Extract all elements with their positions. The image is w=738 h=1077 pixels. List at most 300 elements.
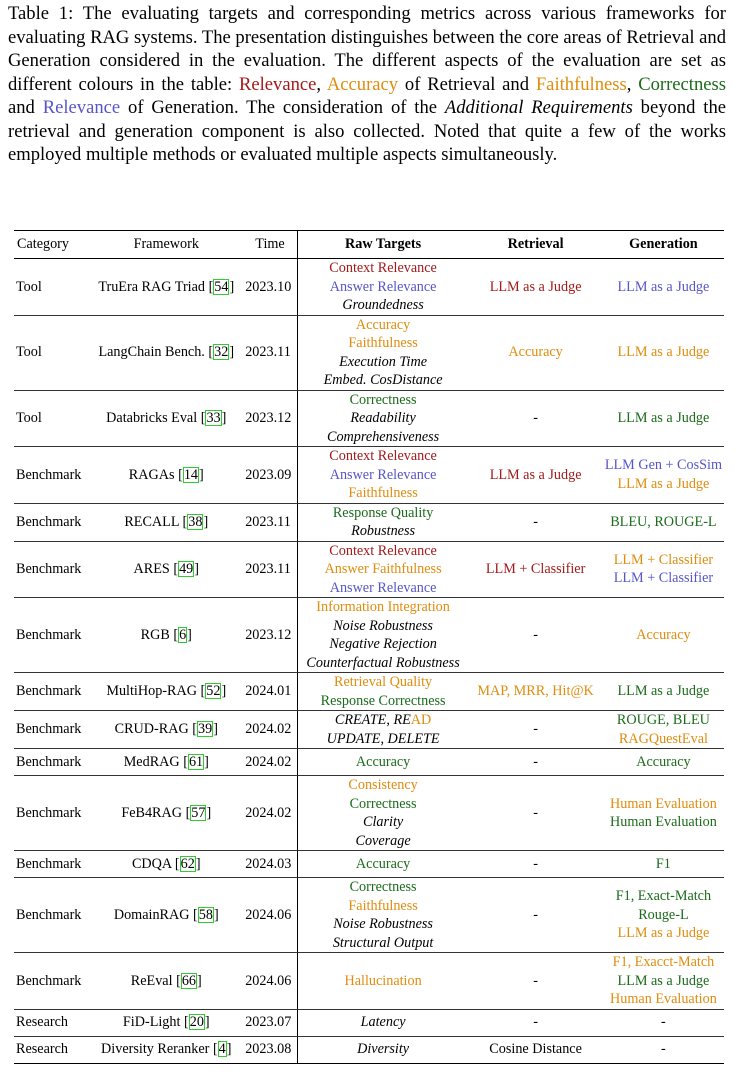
- retrieval-metric-line: [470, 466, 600, 485]
- generation-metric-text: -: [661, 1014, 666, 1031]
- raw-target-line: [300, 353, 467, 372]
- retrieval-cell: [468, 673, 602, 711]
- time-cell: 2024.06: [243, 878, 297, 953]
- retrieval-metric-text: Cosine Distance: [489, 1041, 582, 1058]
- raw-targets-cell: [297, 711, 468, 749]
- category-cell: Benchmark: [14, 878, 89, 953]
- raw-target-text: Retrieval Quality: [334, 674, 433, 690]
- retrieval-metric-line: [470, 513, 600, 532]
- retrieval-metric-line: [470, 753, 600, 772]
- generation-cell: [603, 711, 724, 749]
- retrieval-cell: [468, 776, 602, 851]
- citation-link: 66: [181, 972, 197, 989]
- generation-metric-line: [605, 953, 722, 972]
- raw-target-text: ,: [380, 730, 388, 747]
- raw-target-text: Answer Relevance: [329, 278, 437, 295]
- time-cell: 2023.12: [243, 390, 297, 447]
- citation-link: 14: [183, 466, 198, 483]
- generation-metric-text: Human Evaluation: [610, 991, 717, 1007]
- generation-metric-text: LLM as a Judge: [617, 925, 710, 942]
- raw-target-line: [300, 934, 467, 953]
- retrieval-metric-line: [470, 409, 600, 428]
- generation-metric-line: [605, 887, 722, 906]
- citation-link: 20: [189, 1014, 204, 1031]
- generation-metric-text: LLM + Classifier: [613, 570, 714, 587]
- retrieval-metric-text: LLM + Classifier: [485, 561, 586, 577]
- citation-link: 49: [179, 561, 194, 577]
- generation-cell: [603, 315, 724, 390]
- caption-separator: ,: [316, 73, 327, 95]
- category-cell: Research: [14, 1009, 89, 1036]
- evaluation-frameworks-table: [14, 230, 724, 1064]
- raw-target-line: [300, 371, 467, 390]
- table-row: [14, 541, 724, 598]
- retrieval-metric-text: LLM as a Judge: [489, 278, 582, 295]
- generation-cell: [603, 541, 724, 598]
- raw-target-text: Correctness: [349, 879, 417, 895]
- raw-target-line: [300, 878, 467, 897]
- table-body: [14, 259, 724, 1064]
- table-row: [14, 1009, 724, 1036]
- raw-target-line: [300, 296, 467, 315]
- generation-metric-line: [605, 513, 722, 532]
- citation-link: 57: [191, 804, 206, 821]
- category-cell: Benchmark: [14, 447, 89, 504]
- retrieval-metric-line: [470, 1013, 600, 1032]
- raw-targets-cell: [297, 541, 468, 598]
- raw-target-line: [300, 617, 467, 636]
- raw-target-text: Accuracy: [355, 855, 411, 872]
- raw-target-line: [300, 484, 467, 503]
- raw-target-text: Noise Robustness: [333, 916, 433, 932]
- raw-target-text: Faithfulness: [348, 897, 418, 914]
- table-caption: [8, 2, 726, 167]
- time-cell: 2024.01: [243, 673, 297, 711]
- raw-target-line: [300, 504, 467, 523]
- generation-metric-line: [605, 682, 722, 701]
- caption-text: of Generation. The consideration of the: [120, 97, 445, 118]
- framework-cell: CDQA [62]: [89, 851, 243, 878]
- raw-targets-cell: [297, 1036, 468, 1063]
- table-row: [14, 598, 724, 673]
- retrieval-metric-line: [470, 720, 600, 739]
- citation-link: 52: [206, 683, 221, 700]
- raw-target-text: Correctness: [349, 391, 417, 408]
- raw-target-text: Readability: [350, 410, 416, 426]
- generation-metric-text: BLEU, ROUGE-L: [610, 513, 717, 530]
- raw-target-line: [300, 730, 467, 749]
- framework-cell: Diversity Reranker [4]: [89, 1036, 243, 1063]
- framework-name: FiD-Light: [122, 1014, 181, 1031]
- framework-name: ARES: [133, 561, 170, 577]
- raw-target-text: Context Relevance: [329, 448, 437, 464]
- framework-name: TruEra RAG Triad: [98, 278, 206, 295]
- raw-target-line: [300, 522, 467, 541]
- table-row: [14, 953, 724, 1010]
- generation-metric-line: [605, 924, 722, 943]
- header-framework: Framework: [89, 231, 243, 259]
- raw-targets-cell: [297, 447, 468, 504]
- retrieval-cell: [468, 259, 602, 316]
- generation-metric-text: Accuracy: [636, 626, 691, 643]
- generation-metric-line: [605, 972, 722, 991]
- framework-name: CDQA: [131, 855, 172, 872]
- table-row: [14, 259, 724, 316]
- retrieval-metric-text: LLM as a Judge: [489, 466, 582, 483]
- framework-cell: DomainRAG [58]: [89, 878, 243, 953]
- retrieval-metric-text: -: [533, 753, 538, 770]
- retrieval-metric-text: MAP, MRR, Hit@K: [477, 683, 594, 700]
- raw-target-line: [300, 409, 467, 428]
- generation-cell: [603, 1009, 724, 1036]
- raw-target-text: Noise Robustness: [333, 617, 433, 634]
- time-cell: 2024.06: [243, 953, 297, 1010]
- raw-target-text: Groundedness: [342, 297, 424, 313]
- generation-metric-text: Human Evaluation: [610, 795, 717, 812]
- generation-cell: [603, 1036, 724, 1063]
- retrieval-metric-text: Accuracy: [508, 344, 563, 361]
- framework-name: MultiHop-RAG: [106, 683, 197, 700]
- framework-name: Diversity Reranker: [101, 1041, 210, 1058]
- raw-targets-cell: [297, 749, 468, 776]
- generation-cell: [603, 878, 724, 953]
- raw-target-line: [300, 813, 467, 832]
- generation-metric-line: [605, 730, 722, 749]
- generation-cell: [603, 749, 724, 776]
- framework-name: FeB4RAG: [121, 804, 183, 821]
- raw-targets-cell: [297, 776, 468, 851]
- header-raw-targets: Raw Targets: [297, 231, 468, 259]
- raw-target-line: [300, 466, 467, 485]
- table-row: [14, 447, 724, 504]
- caption-text: Table 1: The evaluating targets and corresponding metrics across various frameworks for evaluating RAG systems. The presentation distinguishes between the core areas of Retrieval and Generation considered in the evaluation. The different aspects of the evaluation are set as different colours in the table:: [8, 3, 726, 95]
- header-generation: Generation: [603, 231, 724, 259]
- raw-target-line: [300, 316, 467, 335]
- raw-target-text: CREATE: [334, 712, 387, 728]
- framework-name: CRUD-RAG: [114, 721, 189, 738]
- citation-link: 4: [218, 1041, 226, 1058]
- retrieval-metric-text: -: [533, 721, 538, 738]
- generation-metric-line: [605, 753, 722, 772]
- time-cell: 2023.10: [243, 259, 297, 316]
- retrieval-metric-text: -: [533, 906, 538, 923]
- raw-target-text: Accuracy: [355, 753, 411, 770]
- category-cell: Tool: [14, 390, 89, 447]
- raw-target-text: Clarity: [362, 814, 404, 830]
- generation-metric-text: LLM as a Judge: [617, 344, 710, 361]
- raw-target-text: Consistency: [348, 777, 418, 793]
- time-cell: 2023.11: [243, 315, 297, 390]
- generation-cell: [603, 503, 724, 541]
- retrieval-metric-line: [470, 906, 600, 925]
- header-category: Category: [14, 231, 89, 259]
- framework-cell: MultiHop-RAG [52]: [89, 673, 243, 711]
- framework-cell: FeB4RAG [57]: [89, 776, 243, 851]
- raw-target-line: [300, 1013, 467, 1032]
- raw-target-text: Hallucination: [344, 972, 422, 989]
- caption-separator: ,: [626, 73, 639, 95]
- header-retrieval: Retrieval: [468, 231, 602, 259]
- retrieval-metric-text: -: [533, 1014, 538, 1031]
- generation-metric-line: [605, 855, 722, 874]
- category-cell: Benchmark: [14, 541, 89, 598]
- retrieval-cell: [468, 1036, 602, 1063]
- retrieval-metric-line: [470, 972, 600, 991]
- raw-target-text: Faithfulness: [348, 485, 418, 501]
- framework-cell: MedRAG [61]: [89, 749, 243, 776]
- time-cell: 2023.11: [243, 503, 297, 541]
- framework-cell: ARES [49]: [89, 541, 243, 598]
- citation-link: 32: [214, 344, 229, 361]
- category-cell: Research: [14, 1036, 89, 1063]
- retrieval-metric-text: -: [533, 855, 538, 872]
- caption-relevance-generation: Relevance: [42, 97, 121, 118]
- generation-metric-text: LLM Gen + CosSim: [604, 457, 722, 474]
- generation-metric-line: [605, 456, 722, 475]
- raw-target-line: [300, 579, 467, 598]
- generation-metric-line: [605, 551, 722, 570]
- retrieval-metric-line: [470, 1040, 600, 1059]
- retrieval-metric-line: [470, 626, 600, 645]
- raw-target-line: [300, 560, 467, 579]
- generation-metric-text: Human Evaluation: [610, 814, 717, 830]
- raw-target-line: [300, 673, 467, 692]
- time-cell: 2024.02: [243, 711, 297, 749]
- retrieval-cell: [468, 878, 602, 953]
- table-row: [14, 503, 724, 541]
- raw-target-text: Execution Time: [339, 353, 428, 370]
- category-cell: Tool: [14, 315, 89, 390]
- generation-cell: [603, 673, 724, 711]
- table-row: [14, 776, 724, 851]
- raw-target-line: [300, 711, 467, 730]
- raw-targets-cell: [297, 878, 468, 953]
- raw-target-text: Accuracy: [355, 316, 411, 333]
- raw-target-line: [300, 692, 467, 711]
- retrieval-cell: [468, 598, 602, 673]
- raw-target-text: Negative Rejection: [329, 636, 437, 652]
- raw-target-line: [300, 855, 467, 874]
- generation-metric-line: [605, 711, 722, 730]
- raw-targets-cell: [297, 503, 468, 541]
- retrieval-cell: [468, 711, 602, 749]
- raw-target-text: Embed. CosDistance: [323, 372, 443, 388]
- generation-metric-line: [605, 813, 722, 832]
- retrieval-metric-line: [470, 560, 600, 579]
- retrieval-metric-line: [470, 682, 600, 701]
- generation-metric-line: [605, 990, 722, 1009]
- raw-target-text: Coverage: [355, 832, 411, 849]
- generation-metric-line: [605, 409, 722, 428]
- raw-target-line: [300, 542, 467, 561]
- retrieval-cell: [468, 953, 602, 1010]
- generation-metric-text: LLM + Classifier: [613, 551, 714, 568]
- retrieval-cell: [468, 447, 602, 504]
- raw-target-line: [300, 654, 467, 673]
- raw-target-line: [300, 972, 467, 991]
- citation-link: 33: [206, 410, 221, 426]
- framework-cell: Databricks Eval [33]: [89, 390, 243, 447]
- framework-name: ReEval: [130, 972, 173, 989]
- generation-metric-text: LLM as a Judge: [617, 278, 710, 295]
- generation-metric-text: F1, Exacct-Match: [612, 954, 715, 970]
- framework-name: Databricks Eval: [106, 410, 198, 426]
- table-header-row: [14, 231, 724, 259]
- retrieval-cell: [468, 1009, 602, 1036]
- framework-cell: RECALL [38]: [89, 503, 243, 541]
- raw-target-text: Context Relevance: [329, 260, 437, 276]
- generation-metric-text: LLM as a Judge: [617, 683, 710, 700]
- retrieval-cell: [468, 390, 602, 447]
- header-time: Time: [243, 231, 297, 259]
- raw-target-line: [300, 391, 467, 410]
- raw-targets-cell: [297, 259, 468, 316]
- generation-cell: [603, 953, 724, 1010]
- retrieval-cell: [468, 315, 602, 390]
- generation-cell: [603, 447, 724, 504]
- table-row: [14, 711, 724, 749]
- time-cell: 2024.02: [243, 749, 297, 776]
- framework-name: RGB: [140, 626, 170, 643]
- category-cell: Benchmark: [14, 503, 89, 541]
- raw-target-text: Counterfactual Robustness: [306, 654, 460, 671]
- raw-target-line: [300, 428, 467, 447]
- framework-cell: ReEval [66]: [89, 953, 243, 1010]
- generation-metric-text: LLM as a Judge: [617, 410, 710, 426]
- raw-target-text: Latency: [360, 1014, 406, 1031]
- raw-target-text: Answer Faithfulness: [324, 561, 442, 577]
- raw-target-line: [300, 795, 467, 814]
- retrieval-metric-text: -: [533, 626, 538, 643]
- citation-link: 38: [188, 513, 203, 530]
- framework-cell: CRUD-RAG [39]: [89, 711, 243, 749]
- retrieval-metric-text: -: [533, 410, 538, 426]
- category-cell: Benchmark: [14, 851, 89, 878]
- caption-text: and: [8, 97, 43, 118]
- raw-target-line: [300, 598, 467, 617]
- time-cell: 2024.02: [243, 776, 297, 851]
- time-cell: 2023.11: [243, 541, 297, 598]
- framework-cell: RAGAs [14]: [89, 447, 243, 504]
- citation-link: 6: [179, 626, 187, 643]
- retrieval-metric-text: -: [533, 513, 538, 530]
- raw-target-line: [300, 259, 467, 278]
- raw-targets-cell: [297, 315, 468, 390]
- generation-metric-text: LLM as a Judge: [617, 972, 710, 989]
- raw-target-text: Response Correctness: [320, 692, 446, 709]
- raw-target-line: [300, 897, 467, 916]
- raw-target-line: [300, 915, 467, 934]
- citation-link: 54: [214, 278, 229, 295]
- citation-link: 39: [198, 721, 213, 738]
- generation-cell: [603, 390, 724, 447]
- time-cell: 2023.12: [243, 598, 297, 673]
- framework-cell: RGB [6]: [89, 598, 243, 673]
- retrieval-metric-text: -: [533, 804, 538, 821]
- raw-target-line: [300, 334, 467, 353]
- generation-metric-text: ROUGE, BLEU: [616, 712, 710, 728]
- framework-cell: LangChain Bench. [32]: [89, 315, 243, 390]
- category-cell: Benchmark: [14, 749, 89, 776]
- raw-target-line: [300, 278, 467, 297]
- generation-metric-line: [605, 343, 722, 362]
- category-cell: Benchmark: [14, 776, 89, 851]
- generation-cell: [603, 776, 724, 851]
- retrieval-cell: [468, 541, 602, 598]
- raw-target-line: [300, 776, 467, 795]
- retrieval-cell: [468, 503, 602, 541]
- framework-cell: TruEra RAG Triad [54]: [89, 259, 243, 316]
- retrieval-cell: [468, 749, 602, 776]
- generation-metric-text: LLM as a Judge: [617, 475, 710, 492]
- category-cell: Benchmark: [14, 711, 89, 749]
- generation-metric-line: [605, 569, 722, 588]
- generation-cell: [603, 598, 724, 673]
- table-row: [14, 878, 724, 953]
- raw-targets-cell: [297, 598, 468, 673]
- raw-target-text: Information Integration: [316, 599, 450, 615]
- retrieval-metric-line: [470, 278, 600, 297]
- retrieval-metric-line: [470, 804, 600, 823]
- generation-metric-line: [605, 795, 722, 814]
- raw-targets-cell: [297, 953, 468, 1010]
- table-row: [14, 749, 724, 776]
- raw-targets-cell: [297, 1009, 468, 1036]
- table-row: [14, 673, 724, 711]
- raw-target-text: ,: [386, 712, 394, 728]
- raw-target-line: [300, 447, 467, 466]
- raw-target-text: Context Relevance: [329, 542, 437, 559]
- category-cell: Tool: [14, 259, 89, 316]
- generation-cell: [603, 259, 724, 316]
- framework-cell: FiD-Light [20]: [89, 1009, 243, 1036]
- raw-targets-cell: [297, 673, 468, 711]
- time-cell: 2023.08: [243, 1036, 297, 1063]
- generation-metric-line: [605, 1040, 722, 1059]
- caption-accuracy: Accuracy: [326, 73, 399, 95]
- time-cell: 2023.09: [243, 447, 297, 504]
- category-cell: Benchmark: [14, 953, 89, 1010]
- retrieval-metric-line: [470, 343, 600, 362]
- category-cell: Benchmark: [14, 598, 89, 673]
- time-cell: 2023.07: [243, 1009, 297, 1036]
- caption-faithfulness: Faithfulness: [535, 73, 627, 95]
- caption-correctness: Correctness: [638, 73, 726, 95]
- raw-target-text: DELETE: [387, 730, 440, 747]
- table-row: [14, 1036, 724, 1063]
- table-row: [14, 390, 724, 447]
- framework-name: LangChain Bench.: [98, 344, 205, 361]
- retrieval-metric-line: [470, 855, 600, 874]
- framework-name: MedRAG: [123, 753, 180, 770]
- raw-target-text: Robustness: [351, 523, 415, 539]
- generation-metric-line: [605, 906, 722, 925]
- raw-target-text: Diversity: [357, 1041, 410, 1058]
- retrieval-metric-text: -: [533, 972, 538, 989]
- citation-link: 62: [180, 855, 195, 872]
- raw-target-text: Correctness: [349, 795, 417, 812]
- generation-metric-text: RAGQuestEval: [618, 730, 708, 747]
- caption-text: beyond the retrieval and generation component is also collected. Noted that quite a few of the works employed multiple methods or evaluated multiple aspects simultaneously.: [8, 97, 726, 165]
- generation-metric-text: Accuracy: [636, 753, 691, 770]
- generation-metric-text: F1, Exact-Match: [615, 888, 712, 905]
- raw-target-text: Answer Relevance: [329, 466, 437, 483]
- generation-metric-line: [605, 626, 722, 645]
- raw-target-text: Response Quality: [332, 504, 434, 521]
- retrieval-cell: [468, 851, 602, 878]
- table-row: [14, 851, 724, 878]
- framework-name: RECALL: [124, 513, 179, 530]
